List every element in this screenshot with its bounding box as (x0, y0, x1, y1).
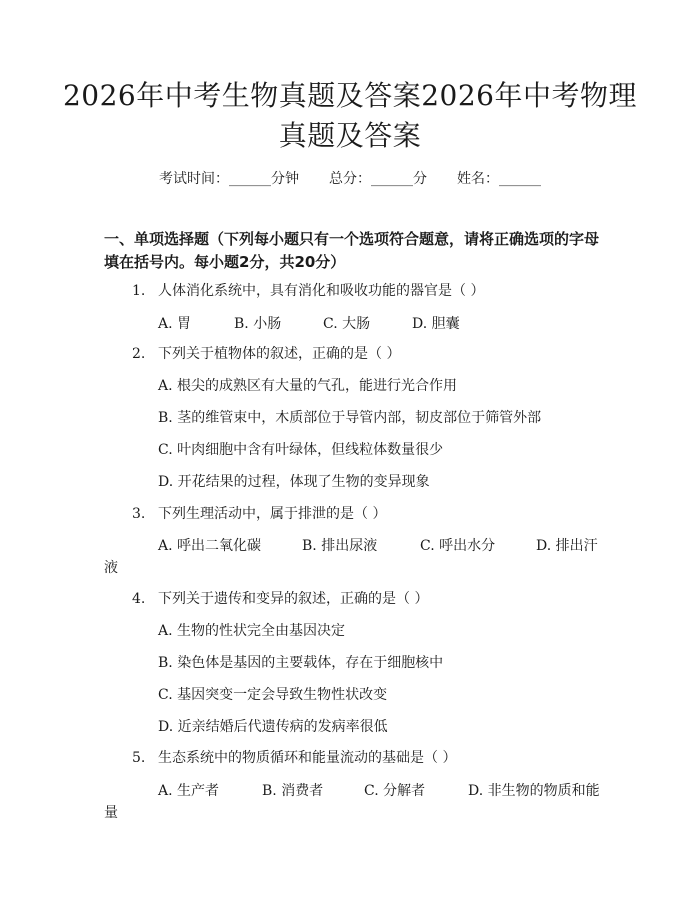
question-text: 下列关于遗传和变异的叙述，正确的是（ ） (158, 591, 429, 607)
q2-option-b: B. 茎的维管束中，木质部位于导管内部，韧皮部位于筛管外部 (158, 410, 542, 426)
total-score-field: 总分：______分 (329, 171, 427, 187)
q5-option-d: D. 非生物的物质和能 (468, 783, 600, 799)
q5-option-d-wrap: 量 (104, 805, 118, 821)
q3-option-b: B. 排出尿液 (302, 538, 378, 554)
q2-option-c: C. 叶肉细胞中含有叶绿体，但线粒体数量很少 (158, 442, 444, 458)
q5-option-c: C. 分解者 (364, 783, 426, 799)
question-text: 下列生理活动中，属于排泄的是（ ） (158, 506, 387, 522)
q1-option-b: B. 小肠 (234, 316, 282, 332)
question-5 (132, 748, 456, 768)
question-number: 4. (132, 591, 146, 607)
name-field: 姓名：______ (457, 171, 541, 187)
question-number: 2. (132, 346, 146, 362)
q1-option-a: A. 胃 (158, 316, 192, 332)
question-text: 人体消化系统中，具有消化和吸收功能的器官是（ ） (158, 283, 485, 299)
question-3 (132, 504, 386, 524)
q4-option-d: D. 近亲结婚后代遗传病的发病率很低 (158, 719, 388, 735)
q3-option-d-wrap: 液 (104, 560, 118, 576)
q4-option-c: C. 基因突变一定会导致生物性状改变 (158, 687, 388, 703)
question-1 (132, 281, 484, 301)
question-text: 下列关于植物体的叙述，正确的是（ ） (158, 346, 401, 362)
q1-option-c: C. 大肠 (323, 316, 371, 332)
question-text: 生态系统中的物质循环和能量流动的基础是（ ） (158, 750, 457, 766)
page-title: 2026年中考生物真题及答案2026年中考物理真题及答案 (62, 79, 638, 152)
question-number: 3. (132, 506, 146, 522)
q4-option-a: A. 生物的性状完全由基因决定 (158, 623, 346, 639)
q4-option-b: B. 染色体是基因的主要载体，存在于细胞核中 (158, 655, 444, 671)
question-number: 1. (132, 283, 146, 299)
question-4 (132, 589, 428, 609)
q3-option-a: A. 呼出二氧化碳 (158, 538, 262, 554)
q2-option-a: A. 根尖的成熟区有大量的气孔，能进行光合作用 (158, 378, 458, 394)
exam-meta (0, 168, 700, 188)
question-number: 5. (132, 750, 146, 766)
q5-option-b: B. 消费者 (262, 783, 324, 799)
section-heading: 一、单项选择题（下列每小题只有一个选项符合题意，请将正确选项的字母填在括号内。每小题2分，共20分） (104, 230, 600, 271)
q3-option-c: C. 呼出水分 (420, 538, 496, 554)
q5-option-a: A. 生产者 (158, 783, 220, 799)
q2-option-d: D. 开花结果的过程，体现了生物的变异现象 (158, 474, 430, 490)
q1-option-d: D. 胆囊 (412, 316, 460, 332)
question-2 (132, 344, 400, 364)
exam-time-field: 考试时间：______分钟 (159, 171, 299, 187)
q3-option-d: D. 排出汗 (536, 538, 598, 554)
